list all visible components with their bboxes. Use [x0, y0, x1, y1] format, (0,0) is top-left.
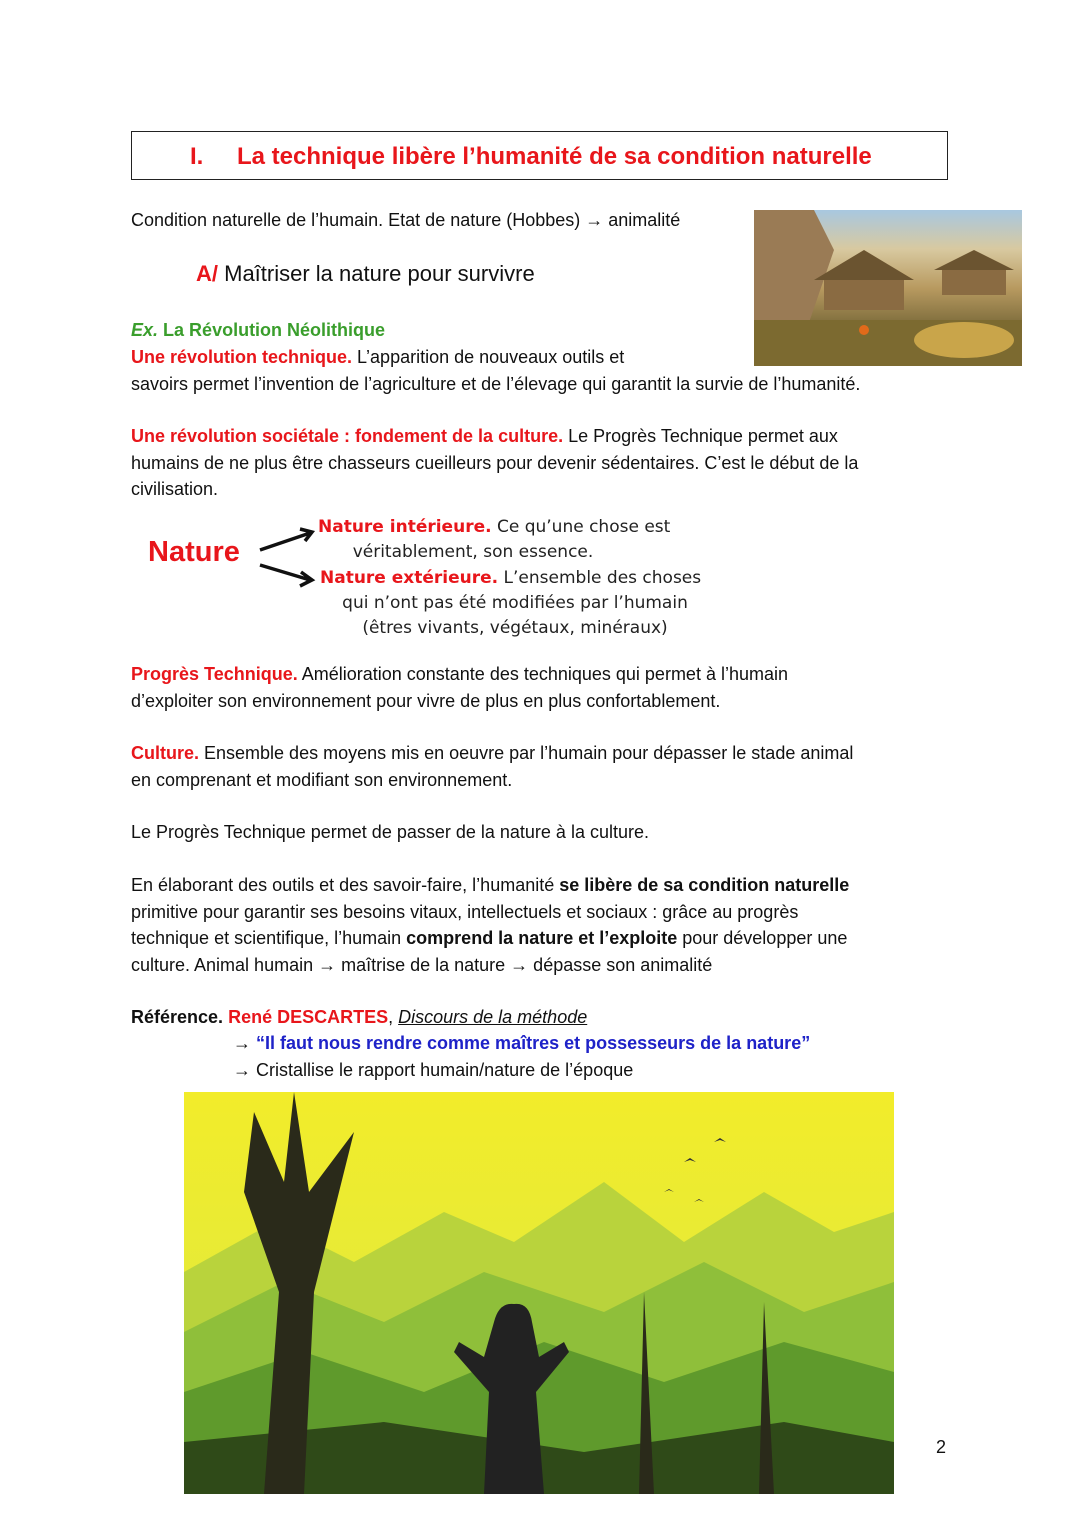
- text: qui n’ont pas été modifiées par l’humain: [342, 593, 688, 613]
- diagram-root: Nature: [148, 536, 240, 568]
- term-label: Une révolution technique.: [131, 347, 353, 367]
- paragraph-societal-revolution: [131, 423, 951, 503]
- section-heading: [131, 131, 948, 180]
- text: Ensemble des moyens mis en oeuvre par l’humain pour dépasser le stade animal: [199, 743, 854, 763]
- arrow: →: [233, 1033, 257, 1053]
- arrow: →: [233, 1060, 257, 1080]
- text: véritablement, son essence.: [352, 542, 594, 562]
- text: civilisation.: [131, 479, 219, 499]
- reference-label: Référence.: [131, 1007, 224, 1027]
- text: L’ensemble des choses: [498, 568, 702, 588]
- subsection-heading: [196, 261, 1016, 288]
- text: savoirs permet l’invention de l’agriculture et de l’élevage qui garantit la survie de l’humanité.: [131, 373, 861, 394]
- inner-nature-label: Nature intérieure.: [318, 517, 492, 537]
- text: Ce qu’une chose est: [491, 517, 671, 537]
- text: En élaborant des outils et des savoir-faire, l’humanité: [131, 875, 560, 895]
- term-label: Progrès Technique.: [131, 664, 298, 684]
- example-prefix: Ex.: [131, 320, 159, 340]
- section-title: La technique libère l’humanité de sa condition naturelle: [237, 143, 872, 170]
- text: technique et scientifique, l’humain: [131, 928, 407, 948]
- subsection-letter: A/: [196, 261, 218, 286]
- text: pour développer une: [677, 928, 848, 948]
- text: Amélioration constante des techniques qui permet à l’humain: [297, 664, 788, 684]
- text: L’apparition de nouveaux outils et: [352, 347, 625, 367]
- paragraph-culture: [131, 740, 951, 793]
- outer-nature-label: Nature extérieure.: [320, 568, 499, 588]
- subsection-title: Maîtriser la nature pour survivre: [224, 261, 535, 286]
- text: en comprenant et modifiant son environnement.: [131, 769, 513, 790]
- text: Le Progrès Technique permet aux: [563, 426, 838, 446]
- text: (êtres vivants, végétaux, minéraux): [362, 618, 668, 638]
- term-label: Culture.: [131, 743, 200, 763]
- text: ,: [388, 1007, 399, 1027]
- text: culture. Animal humain → maîtrise de la nature → dépasse son animalité: [131, 954, 713, 975]
- paragraph-liberation: [131, 872, 951, 978]
- note-text: Cristallise le rapport humain/nature de l’époque: [256, 1060, 634, 1080]
- intro-line: Condition naturelle de l’humain. Etat de nature (Hobbes) → animalité: [131, 210, 681, 230]
- text: d’exploiter son environnement pour vivre de plus en plus confortablement.: [131, 690, 721, 711]
- branch-arrows-icon: [255, 525, 320, 590]
- text: humains de ne plus être chasseurs cueilleurs pour devenir sédentaires. C’est le début de la: [131, 452, 859, 473]
- example-heading: [131, 317, 951, 344]
- paragraph-technical-progress: [131, 661, 951, 714]
- paragraph-nature-to-culture: Le Progrès Technique permet de passer de la nature à la culture.: [131, 822, 649, 842]
- reference: [131, 1004, 951, 1031]
- text: primitive pour garantir ses besoins vitaux, intellectuels et sociaux : grâce au progrès: [131, 901, 799, 922]
- reference-work: Discours de la méthode: [398, 1007, 588, 1027]
- man-in-nature-illustration: [184, 1092, 894, 1494]
- reference-quote: [233, 1030, 933, 1057]
- term-label: Une révolution sociétale : fondement de la culture.: [131, 426, 564, 446]
- text: comprend la nature et l’exploite: [406, 928, 678, 948]
- reference-note: [233, 1057, 933, 1084]
- page-number: 2: [936, 1437, 947, 1457]
- paragraph-technical-revolution: [131, 344, 951, 397]
- text: se libère de sa condition naturelle: [559, 875, 850, 895]
- section-number: I.: [190, 143, 204, 170]
- example-title: La Révolution Néolithique: [163, 320, 386, 340]
- reference-author: René DESCARTES: [228, 1007, 389, 1027]
- quote-text: “Il faut nous rendre comme maîtres et possesseurs de la nature”: [256, 1033, 811, 1053]
